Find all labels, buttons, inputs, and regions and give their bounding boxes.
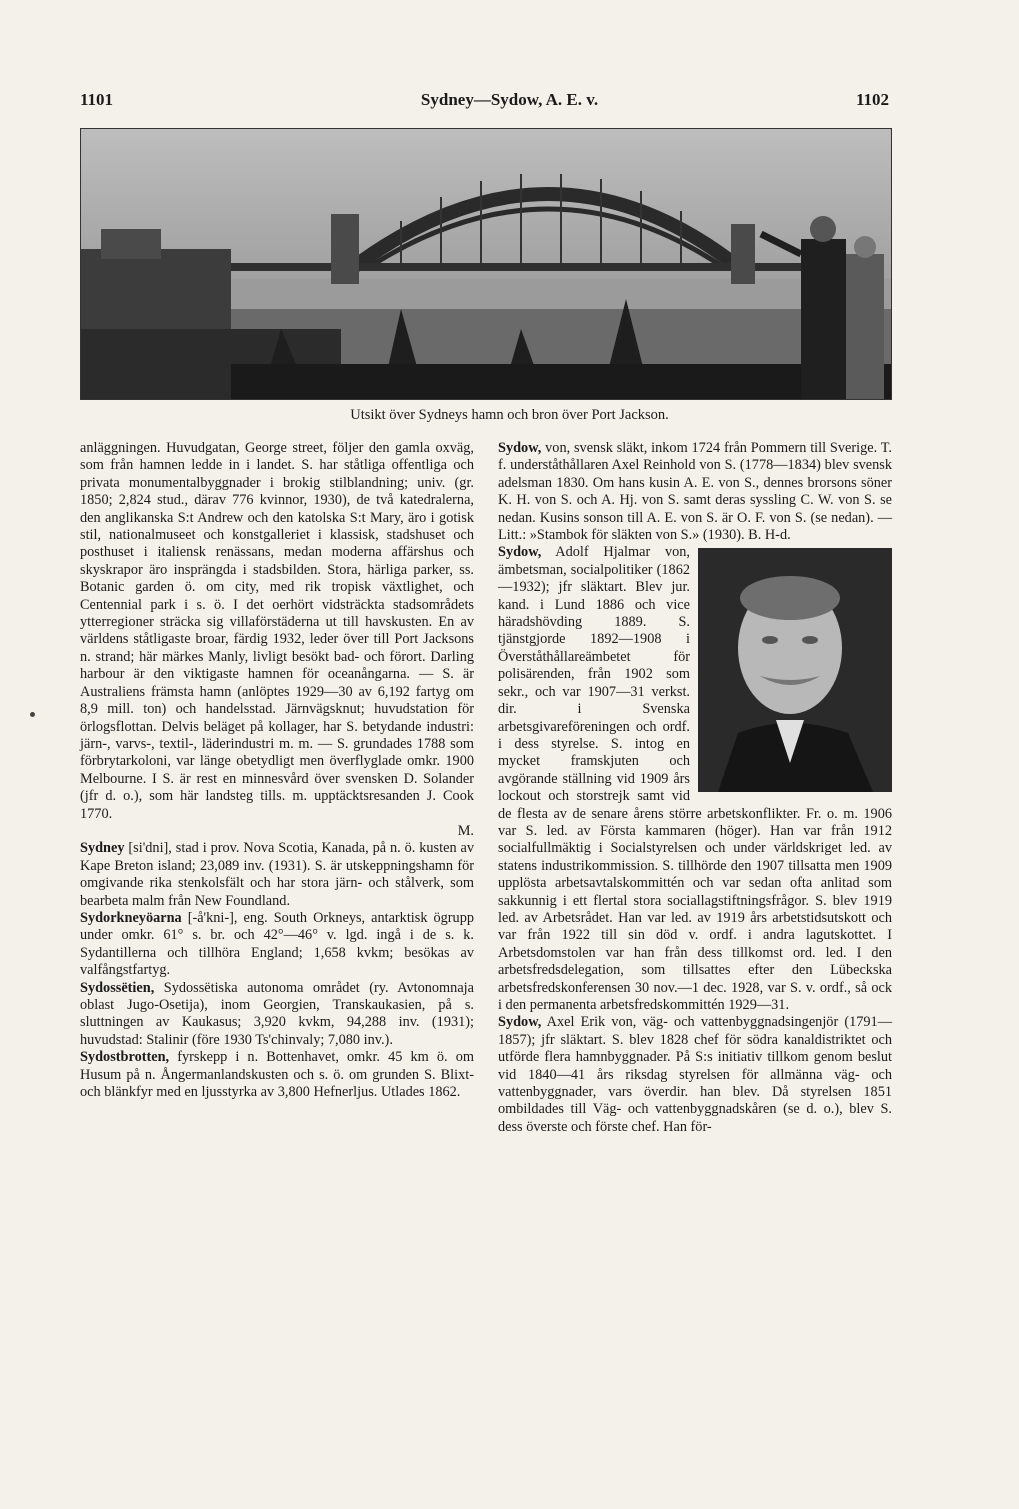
photo-caption: Utsikt över Sydneys hamn och bron över Port Jackson. (350, 407, 669, 423)
entry-headword: Sydorkneyöarna (80, 909, 182, 926)
portrait-photo (698, 548, 892, 792)
bridge-illustration (81, 129, 891, 399)
entry-sydostbrotten (80, 1049, 474, 1101)
entry-text: fyrskepp i n. Bottenhavet, omkr. 45 km ö. om Husum på n. Ångermanlandskusten och s. ö. om grunden S. Blixt- och blänkfyr med en ljusstyrka av 3,800 Hefnerljus. Utlades 1862. (80, 1049, 474, 1101)
entry-text: Axel Erik von, väg- och vattenbyggnadsingenjör (1791—1857); jfr släktart. S. blev 1828 chef för södra kanaldistriktet och utförde flera hamnbyggnader. På S:s initiativ tillkom genom beslut vid 1840—41 års riksdag styrelsen för allmänna väg- och vattenbyggnader, vars överdir. han blev. Då styrelsen 1851 ombildades till Väg- och vattenbyggnadskåren (se d. o.), blev S. dess överste och förste chef. Han för- (498, 1014, 892, 1135)
entry-text: Sydossëtiska autonoma området (ry. Avtonomnaja oblast Jugo-Osetija), inom Georgien, Transkaukasien, på s. sluttningen av Kaukasus; 3,920 kvkm, 94,288 inv. (1931); huvudstad: Stalinir (före 1930 Ts'chinvaly; 7,080 inv.). (80, 979, 474, 1048)
entry-text: von, svensk släkt, inkom 1724 från Pommern till Sverige. T. f. underståthållaren Axel Reinhold von S. (1778—1834) blev svensk adelsman 1830. Om hans kusin A. E. von S., dennes brorsons söner K. H. von S. och A. Hj. von S. samt deras syssling C. W. von S. se nedan. Kusins sonson till A. E. von S. är O. F. von S. (se nedan). — Litt.: »Stambok för släkten von S.» (1930). B. H-d. (498, 440, 892, 544)
margin-dot (30, 712, 35, 717)
right-column (498, 440, 892, 1136)
entry-headword: Sydow, (498, 1014, 542, 1031)
entry-sydow-adolf-hjalmar (498, 544, 892, 1014)
entry-sydow-axel-erik (498, 1014, 892, 1136)
entry-text: Adolf Hjalmar von, ämbetsman, socialpolitiker (1862—1932); jfr släktart. Blev jur. kand. i Lund 1886 och vice häradshövding 1889. S. tjänstgjorde 1892—1908 i Överståthållareämbetet för polisärenden, från 1902 som sekr., och var 1907—31 verkst. dir. i Svenska arbetsgivareföreningen och ordf. i dess styrelse. S. intog en mycket framskjuten och avgörande ställning vid 1909 års lockout och storstrejk samt vid de flesta av de senare årens större arbetskonflikter. Fr. o. m. 1906 var S. led. av Första kammaren (höger). Han var från 1912 socialfullmäktig i Socialstyrelsen och under världskriget led. av statens industrikommission. S. tillhörde den 1907 tillsatta men 1909 upplösta arbetsavtalskommittén och var sedan ofta anlitad som sakkunnig i ett flertal stora sociallagstiftningsfrågor. S. blev 1919 led. av Arbetsrådet. Han var led. av 1919 års arbetstidsutskott och var från 1922 till sin död v. ordf. i andra lagutskottet. I Arbetsdomstolen var han från dess tillkomst ord. led. I den arbetsfredsdelegation, som tillsattes efter den Lübeckska arbetsfredskonferensen 30 nov.—1 dec. 1928, var S. v. ordf., så ock i den permanenta arbetsfredskommittén 1929—31. (498, 544, 892, 1013)
entry-headword: Sydow, (498, 440, 542, 456)
page-number-left: 1101 (80, 90, 114, 109)
entry-text: [si'dni], stad i prov. Nova Scotia, Kanada, på n. ö. kusten av Kape Breton island; 23,089 inv. (1931). S. är utskeppningshamn för omgivande rika stenkolsfält och har stora järn- och stålverk, som bearbeta malm från New Foundland. (80, 840, 474, 909)
entry-sydossetien (80, 980, 474, 1050)
entry-sydney-nova-scotia (80, 840, 474, 910)
running-title: Sydney—Sydow, A. E. v. (420, 90, 599, 109)
entry-sydorkneyoarna (80, 910, 474, 980)
entry-headword: Sydostbrotten, (80, 1049, 170, 1066)
entry-headword: Sydney (80, 840, 125, 857)
sydney-continued-text: anläggningen. Huvudgatan, George street, följer den gamla oxväg, som från hamnen ledde in i landet. S. har ståtliga offentliga och privata monumentalbyggnader i brokig stilblandning; univ. (gr. 1850; 2,824 stud., därav 776 kvinnor, 1930), de två katedralerna, den anglikanska S:t Andrew och den katolska S:t Mary, äro i gotisk stil, nationalmuseet och konstgalleriet i klassisk, stadshuset och posthuset i italiensk renässans, medan moderna affärshus och skyskrapor äro insprängda i stadsbilden. Stora, härliga parker, ss. Botanic garden ö. om city, med rik tropisk växtlighet, och Centennial park i s. ö. I det oerhört vidsträckta stadsområdets ytterregioner sträcka sig villaförstäderna ut till havskusten. En av världens ståtligaste broar, färdig 1932, leder över till Port Jacksons n. strand; här märkes Manly, livligt besökt bad- och förort. Darling harbour är den viktigaste hamnen för oceanångarna. — S. är Australiens främsta hamn (anlöptes 1929—30 av 6,192 fartyg om 8,9 mill. ton) och handelsstad. Järnvägsknut; huvudstation för örlogsflottan. Delvis beläget på kollager, har S. betydande industri: järn-, varvs-, textil-, läderindustri m. m. — S. grundades 1788 som förbrytarkoloni, var länge obetydligt men överflyglade omkr. 1900 Melbourne. I S. är rest en minnesvård över svensken D. Solander (jfr d. o.), som här landsteg tills. m. upptäcktsresanden J. Cook 1770. (80, 440, 474, 822)
portrait-illustration (698, 548, 892, 792)
left-column (80, 440, 474, 1101)
entry-text: [-å'kni-], eng. South Orkneys, antarktisk ögrupp under omkr. 61° s. br. och 42°—46° v. lgd. ingå i de s. k. Sydantillerna och tillhöra England; 1,658 kvkm; besökas av valfångstfartyg. (80, 909, 474, 979)
entry-headword: Sydossëtien, (80, 979, 155, 996)
author-signature: M. (457, 822, 474, 839)
entry-headword: Sydow, (498, 544, 542, 561)
page-number-right: 1102 (855, 90, 889, 109)
harbour-bridge-photo (80, 128, 892, 400)
entry-sydow-family (498, 440, 892, 544)
